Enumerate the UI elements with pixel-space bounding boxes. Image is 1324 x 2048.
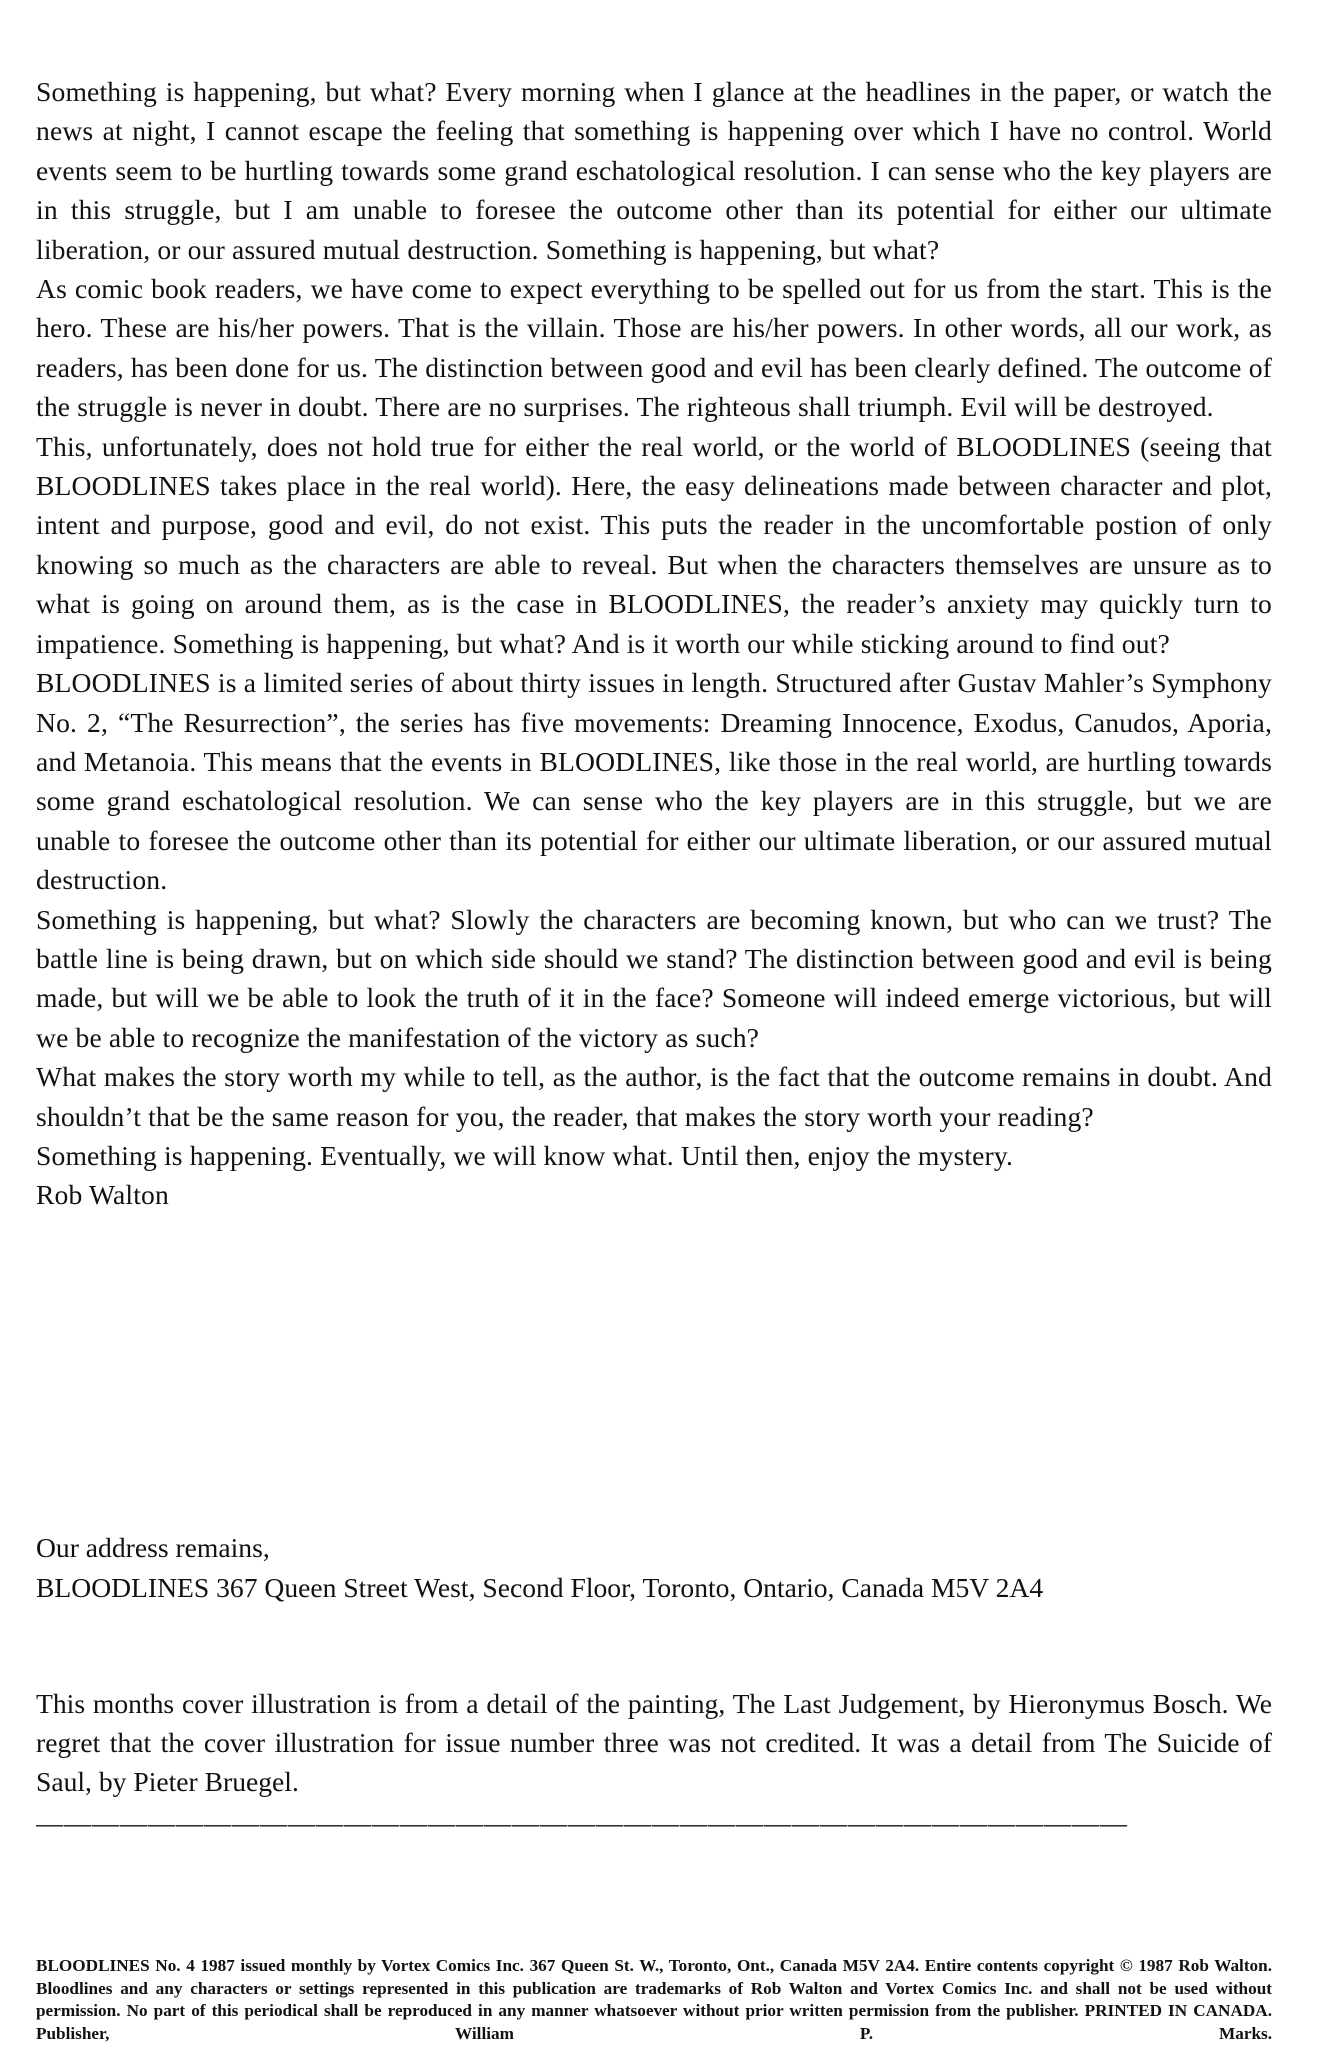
essay-paragraph: As comic book readers, we have come to expect everything to be spelled out for us from the start. This is the hero. These are his/her powers. That is the villain. Those are his/her powers. In other words, all our work, as readers, has been done for us. The distinction between good and evil has been clearly defined. The outcome of the struggle is never in doubt. There are no surprises. The righteous shall triumph. Evil will be destroyed. (36, 273, 1272, 423)
essay-paragraph: BLOODLINES is a limited series of about thirty issues in length. Structured after Gustav Mahler’s Symphony No. 2, “The Resurrection”, the series has five movements: Dreaming Innocence, Exodus, Canudos, Aporia, and Metanoia. This means that the events in BLOODLINES, like those in the real world, are hurtling towards some grand eschatological resolution. We can sense who the key players are in this struggle, but we are unable to foresee the outcome other than its potential for either our ultimate liberation, or our assured mutual destruction. (36, 667, 1272, 896)
address-line: BLOODLINES 367 Queen Street West, Second Floor, Toronto, Ontario, Canada M5V 2A4 (36, 1572, 1044, 1603)
dashed-divider: ——————————————————————————————————————— (36, 1808, 1128, 1838)
essay-paragraph: This, unfortunately, does not hold true for either the real world, or the world of BLOODLINES (seeing that BLOODLINES takes place in the real world). Here, the easy delineations made between character and plot, intent and purpose, good and evil, do not exist. This puts the reader in the uncomfortable postion of only knowing so much as the characters are able to reveal. But when the characters themselves are unsure as to what is going on around them, as is the case in BLOODLINES, the reader’s anxiety may quickly turn to impatience. Something is happening, but what? And is it worth our while sticking around to find out? (36, 430, 1272, 659)
mailing-address (36, 1528, 1272, 1608)
publication-indicia: BLOODLINES No. 4 1987 issued monthly by Vortex Comics Inc. 367 Queen St. W., Toronto, Ont., Canada M5V 2A4. Entire contents copyright © 1987 Rob Walton. Bloodlines and any characters or settings represented in this publication are trademarks of Rob Walton and Vortex Comics Inc. and shall not be used without permission. No part of this periodical shall be reproduced in any manner whatsoever without prior written permission from the publisher. PRINTED IN CANADA. Publisher, William P. Marks. (36, 1956, 1272, 2043)
essay-paragraph: What makes the story worth my while to tell, as the author, is the fact that the outcome remains in doubt. And shouldn’t that be the same reason for you, the reader, that makes the story worth your reading? (36, 1061, 1272, 1132)
essay-paragraph: Something is happening, but what? Every morning when I glance at the headlines in the paper, or watch the news at night, I cannot escape the feeling that something is happening over which I have no control. World events seem to be hurtling towards some grand eschatological resolution. I can sense who the key players are in this struggle, but I am unable to foresee the outcome other than its potential for either our ultimate liberation, or our assured mutual destruction. Something is happening, but what? (36, 76, 1272, 265)
essay-paragraph: Something is happening. Eventually, we will know what. Until then, enjoy the mystery. (36, 1139, 1014, 1171)
essay-paragraph: Something is happening, but what? Slowly the characters are becoming known, but who can we trust? The battle line is being drawn, but on which side should we stand? The distinction between good and evil is being made, but will we be able to look the truth of it in the face? Someone will indeed emerge victorious, but will we be able to recognize the manifestation of the victory as such? (36, 903, 1272, 1053)
author-signature: Rob Walton (36, 1179, 169, 1211)
editorial-essay (36, 72, 1272, 1215)
cover-credit-note: This months cover illustration is from a detail of the painting, The Last Judgement, by Hieronymus Bosch. We regret that the cover illustration for issue number three was not credited. It was a detail from The Suicide of Saul, by Pieter Bruegel. (36, 1688, 1272, 1797)
address-intro: Our address remains, (36, 1532, 270, 1563)
